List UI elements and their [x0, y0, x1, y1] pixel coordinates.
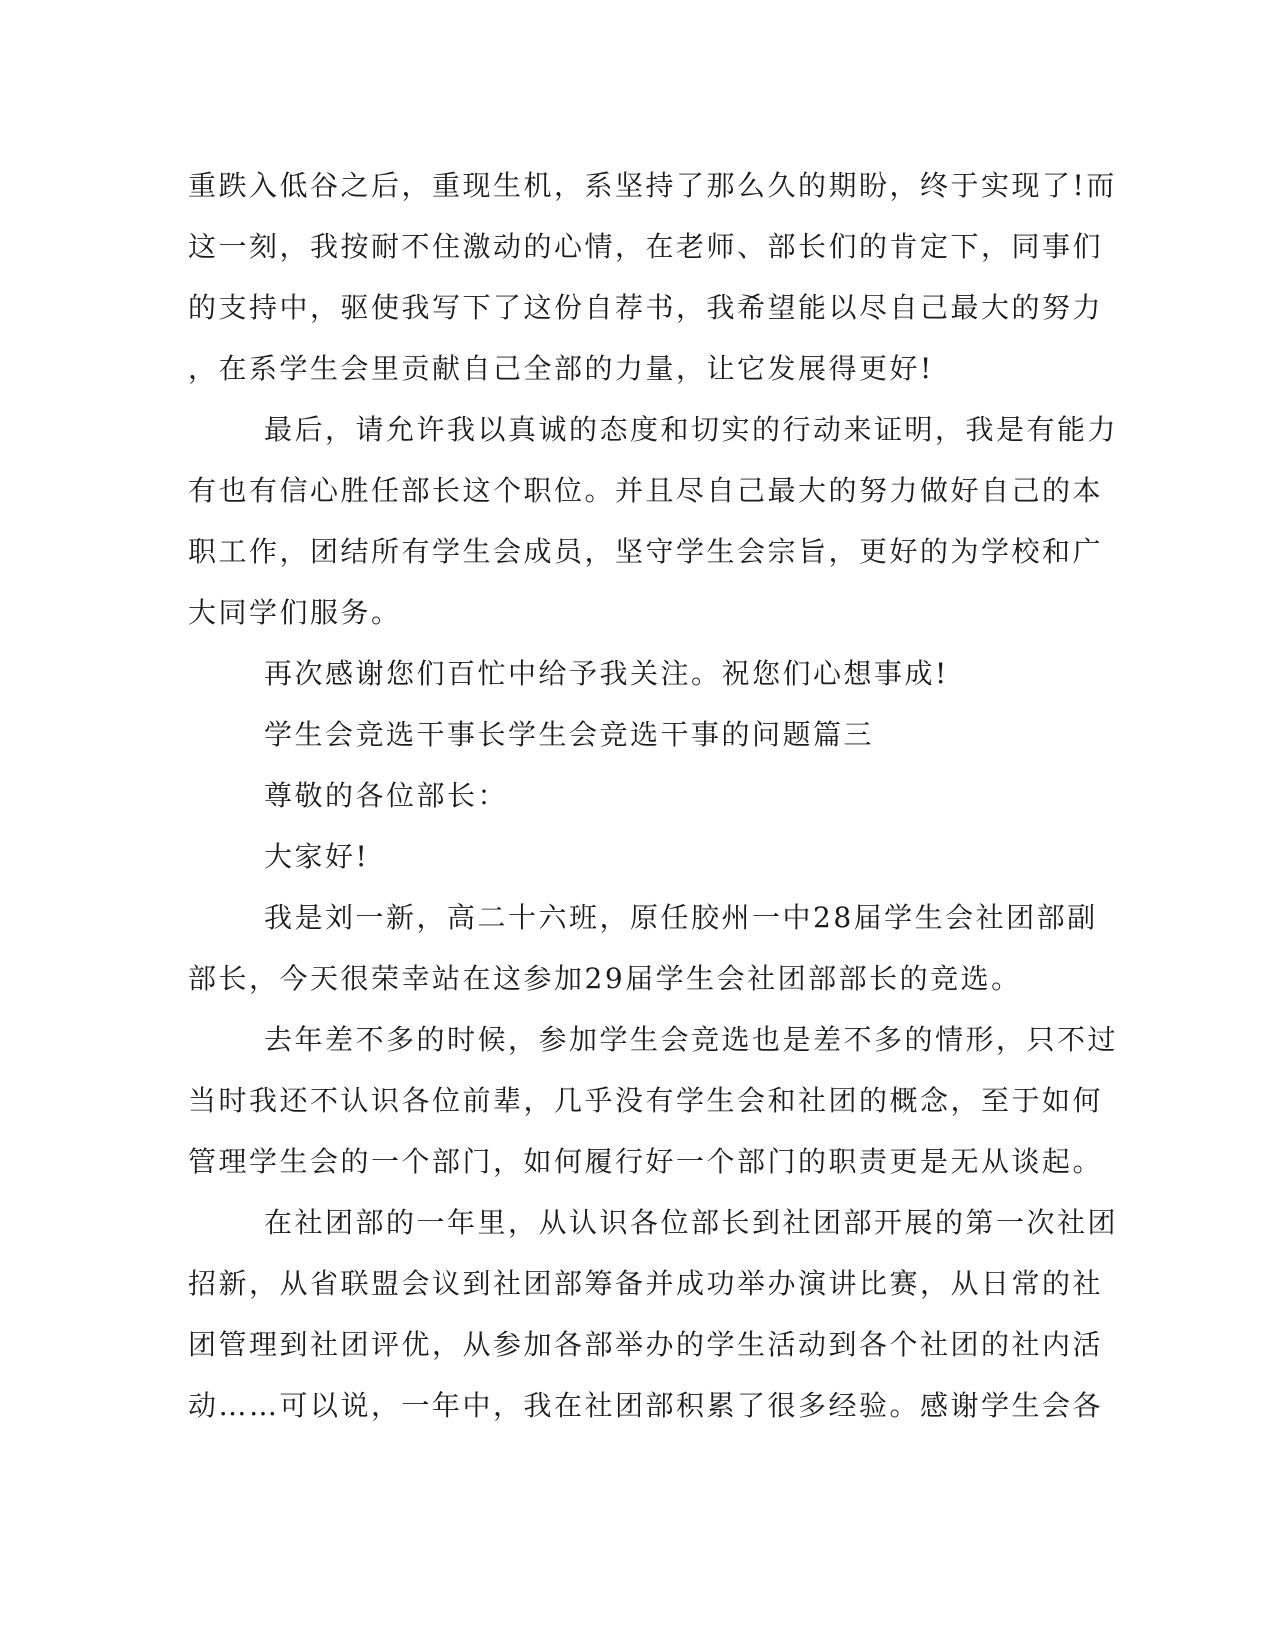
text-line: 招新，从省联盟会议到社团部筹备并成功举办演讲比赛，从日常的社 — [188, 1267, 1104, 1300]
text-line: 有也有信心胜任部长这个职位。并且尽自己最大的努力做好自己的本 — [188, 474, 1104, 507]
text-line: 大同学们服务。 — [188, 596, 402, 629]
text-line: 去年差不多的时候，参加学生会竞选也是差不多的情形，只不过 — [264, 1023, 1119, 1056]
text-line: 最后，请允许我以真诚的态度和切实的行动来证明，我是有能力 — [264, 413, 1119, 446]
text-line: 这一刻，我按耐不住激动的心情，在老师、部长们的肯定下，同事们 — [188, 230, 1104, 263]
text-line: 团管理到社团评优，从参加各部举办的学生活动到各个社团的社内活 — [188, 1328, 1104, 1361]
text-line: 大家好! — [264, 840, 370, 873]
text-line: 尊敬的各位部长： — [264, 779, 509, 812]
text-line: 再次感谢您们百忙中给予我关注。祝您们心想事成! — [264, 657, 949, 690]
text-line: 部长，今天很荣幸站在这参加29届学生会社团部部长的竞选。 — [188, 962, 1022, 995]
text-line: 学生会竞选干事长学生会竞选干事的问题篇三 — [264, 718, 875, 751]
text-line: 我是刘一新，高二十六班，原任胶州一中28届学生会社团部副 — [264, 901, 1098, 934]
text-line: 重跌入低谷之后，重现生机，系坚持了那么久的期盼，终于实现了!而 — [188, 169, 1117, 202]
body-text — [188, 163, 1119, 1444]
text-line: 在社团部的一年里，从认识各位部长到社团部开展的第一次社团 — [264, 1206, 1119, 1239]
text-line: 管理学生会的一个部门，如何履行好一个部门的职责更是无从谈起。 — [188, 1145, 1104, 1178]
text-line: 职工作，团结所有学生会成员，坚守学生会宗旨，更好的为学校和广 — [188, 535, 1104, 568]
text-line: 当时我还不认识各位前辈，几乎没有学生会和社团的概念，至于如何 — [188, 1084, 1104, 1117]
text-line: ，在系学生会里贡献自己全部的力量，让它发展得更好! — [188, 352, 934, 385]
text-line: 的支持中，驱使我写下了这份自荐书，我希望能以尽自己最大的努力 — [188, 291, 1104, 324]
text-line: 动……可以说，一年中，我在社团部积累了很多经验。感谢学生会各 — [188, 1389, 1104, 1422]
